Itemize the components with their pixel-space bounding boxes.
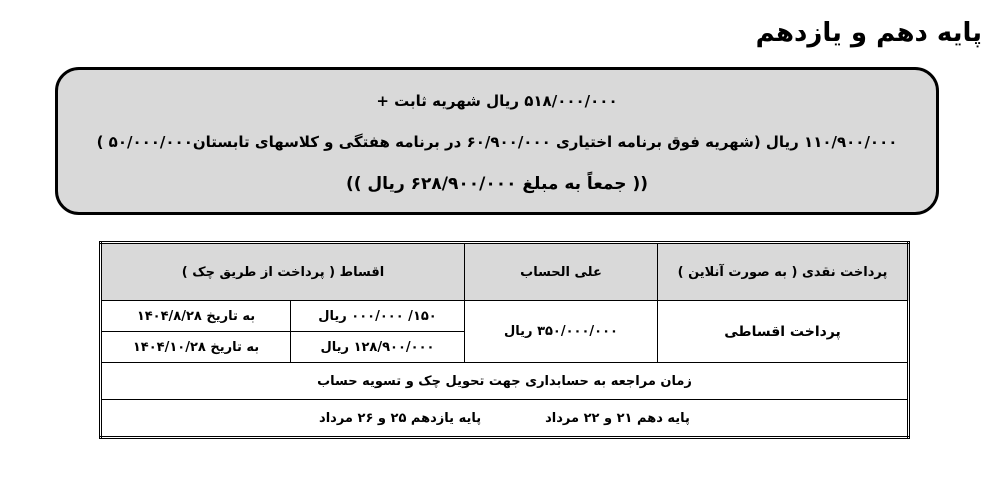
grade10-visit-dates: پایه دهم ۲۱ و ۲۲ مرداد <box>545 410 690 426</box>
grade11-visit-dates: پایه یازدهم ۲۵ و ۲۶ مرداد <box>319 410 482 426</box>
table-row <box>101 301 909 332</box>
header-installments: اقساط ( پرداخت از طریق چک ) <box>101 243 465 301</box>
visit-dates-cell <box>101 400 909 438</box>
total-tuition-line: (( جمعاً به مبلغ ۶۲۸/۹۰۰/۰۰۰ ریال )) <box>345 174 649 194</box>
installment-2-date: به تاریخ ۱۴۰۴/۱۰/۲۸ <box>101 332 291 363</box>
optional-tuition-line: ۱۱۰/۹۰۰/۰۰۰ ریال (شهریه فوق برنامه اختیاری ۶۰/۹۰۰/۰۰۰ در برنامه هفتگی و کلاسهای تابستان۵۰/۰۰۰/۰۰۰ ) <box>96 133 898 151</box>
installment-payment-label: پرداخت اقساطی <box>658 301 909 363</box>
installment-1-date: به تاریخ ۱۴۰۴/۸/۲۸ <box>101 301 291 332</box>
tuition-summary-box <box>55 67 939 215</box>
installment-2-amount: ۱۲۸/۹۰۰/۰۰۰ ریال <box>291 332 465 363</box>
page-title: پایه دهم و یازدهم <box>755 18 982 48</box>
accounting-visit-note: زمان مراجعه به حسابداری جهت تحویل چک و تسویه حساب <box>101 363 909 400</box>
payment-header-row <box>101 243 909 301</box>
table-row <box>101 363 909 400</box>
header-advance-payment: علی الحساب <box>465 243 658 301</box>
payment-table <box>99 241 910 439</box>
advance-amount: ۳۵۰/۰۰۰/۰۰۰ ریال <box>465 301 658 363</box>
installment-1-amount: ۱۵۰/ ۰۰۰/۰۰۰ ریال <box>291 301 465 332</box>
header-cash-payment: پرداخت نقدی ( به صورت آنلاین ) <box>658 243 909 301</box>
table-row <box>101 400 909 438</box>
fixed-tuition-line: ۵۱۸/۰۰۰/۰۰۰ ریال شهریه ثابت + <box>376 92 618 110</box>
